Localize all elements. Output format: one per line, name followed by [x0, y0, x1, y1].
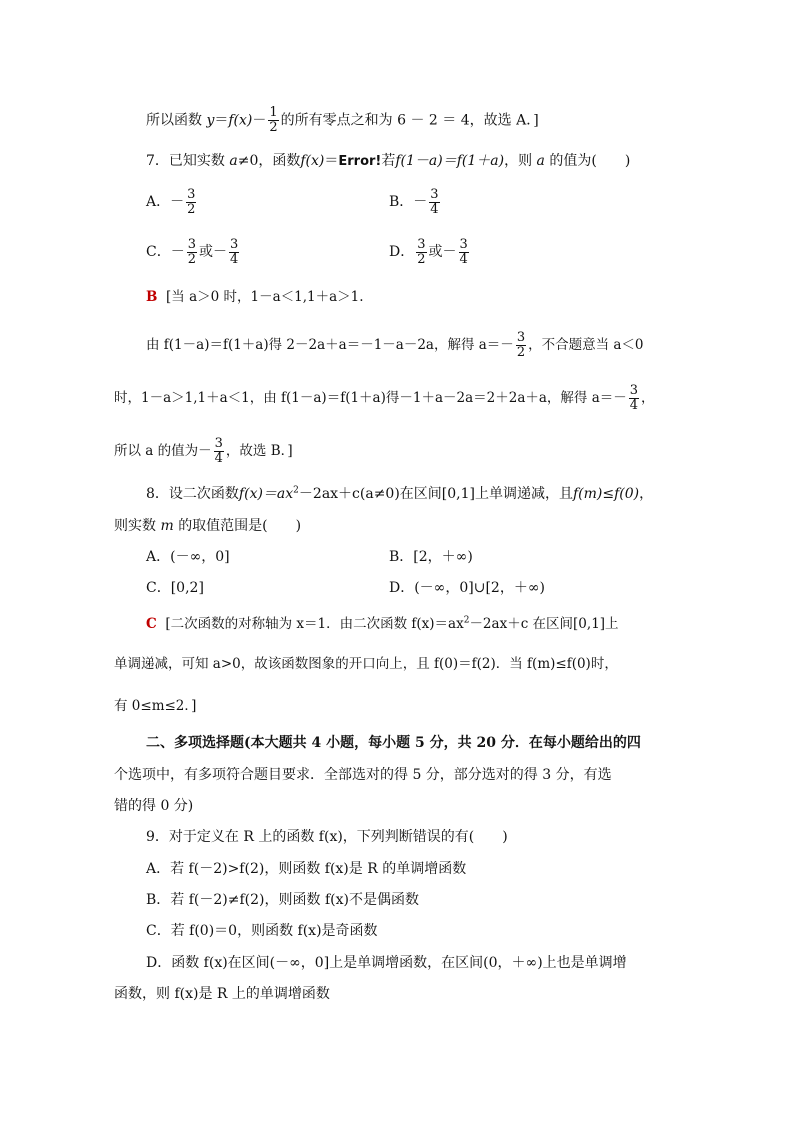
q9-option-d-line1: D．函数 f(x)在区间(－∞，0]上是单调增函数，在区间(0，＋∞)上也是单调增 [146, 955, 627, 971]
q8-option-a: A．(－∞，0] [146, 549, 230, 565]
answer-letter: B [146, 289, 158, 305]
section2-line1: 二、多项选择题(本大题共 4 小题，每小题 5 分，共 20 分．在每小题给出的四 [146, 735, 641, 751]
q9-option-a: A．若 f(－2)>f(2)，则函数 f(x)是 R 的单调增函数 [146, 861, 467, 877]
q9-option-d-line2: 函数，则 f(x)是 R 上的单调增函数 [114, 986, 330, 1002]
section2-line3: 错的得 0 分) [114, 798, 194, 814]
q7-solution-line3: 时，1－a＞1,1＋a＜1，由 f(1－a)＝f(1＋a)得－1＋a－2a＝2＋2a＋a，解得 a＝－ $\frac{3}{4}$ ， [114, 383, 655, 413]
q7-option-d: D． $\frac{3}{2}$ 或－ $\frac{3}{4}$ [389, 236, 468, 267]
fraction: $\frac{3}{4}$ [459, 236, 468, 267]
fraction: $\frac{3}{2}$ [516, 330, 526, 360]
fraction: $\frac{3}{4}$ [629, 383, 639, 413]
q8-stem-line1: 8．设二次函数$f(x)=ax^2-2ax+c(a\ne 0)$在区间[0,1]上单调递减，且f(m)≤f(0)， [146, 485, 654, 502]
q8-stem-line2: 则实数 m 的取值范围是( ) [114, 518, 302, 534]
q8-solution-line2: 单调递减，可知 a>0，故该函数图象的开口向上，且 f(0)＝f(2)．当 f(m)≤f(0)时， [114, 656, 618, 672]
fraction: $\frac{3}{2}$ [187, 186, 196, 217]
q7-solution-line4: 所以 a 的值为－ $\frac{3}{4}$ ，故选 B．] [114, 436, 293, 466]
fraction: $\frac{3}{4}$ [214, 436, 223, 466]
q8-solution-line3: 有 0≤m≤2．] [114, 698, 197, 714]
q6-tail-line: 所以函数 y＝f(x)－ $\frac{1}{2}$ 的所有零点之和为 6 － 2 ＝ 4，故选 A．] [146, 105, 539, 135]
answer-letter: C [146, 616, 157, 632]
q8-option-b: B．[2，＋∞) [389, 549, 473, 565]
q7-option-a: A．－ $\frac{3}{2}$ [146, 186, 196, 217]
q7-solution-line1: B [当 a＞0 时，1－a＜1,1＋a＞1. [146, 289, 364, 305]
q7-solution-line2: 由 f(1－a)＝f(1＋a)得 2－2a＋a＝－1－a－2a，解得 a＝－ $\frac{3}{2}$ ，不合题意当 a＜0 [146, 330, 644, 360]
fraction: $\frac{3}{4}$ [230, 236, 239, 267]
q8-option-c: C．[0,2] [146, 580, 204, 596]
fraction: $\frac{1}{2}$ [269, 105, 278, 135]
q8-solution-line1: C [二次函数的对称轴为 x＝1．由二次函数 $f(x)=ax^2-2ax+c$ 在区间[0,1]上 [146, 615, 619, 632]
fraction: $\frac{3}{2}$ [417, 236, 426, 267]
fraction: $\frac{3}{4}$ [430, 186, 439, 217]
error-text: Error! [338, 154, 382, 169]
q8-option-d: D．(－∞，0]∪[2，＋∞) [389, 580, 545, 596]
fraction: $\frac{3}{2}$ [187, 236, 196, 267]
q9-option-b: B．若 f(－2)≠f(2)，则函数 f(x)不是偶函数 [146, 892, 419, 908]
q7-option-b: B．－ $\frac{3}{4}$ [389, 186, 439, 217]
q7-option-c: C．－ $\frac{3}{2}$ 或－ $\frac{3}{4}$ [146, 236, 239, 267]
q9-stem: 9．对于定义在 R 上的函数 f(x)，下列判断错误的有( ) [146, 829, 508, 845]
q9-option-c: C．若 f(0)＝0，则函数 f(x)是奇函数 [146, 923, 378, 939]
section2-line2: 个选项中，有多项符合题目要求．全部选对的得 5 分，部分选对的得 3 分，有选 [114, 767, 612, 783]
q7-stem: 7．已知实数 a≠0，函数f(x)＝Error!若f(1－a)＝f(1＋a)，则 a 的值为( ) [146, 153, 631, 169]
